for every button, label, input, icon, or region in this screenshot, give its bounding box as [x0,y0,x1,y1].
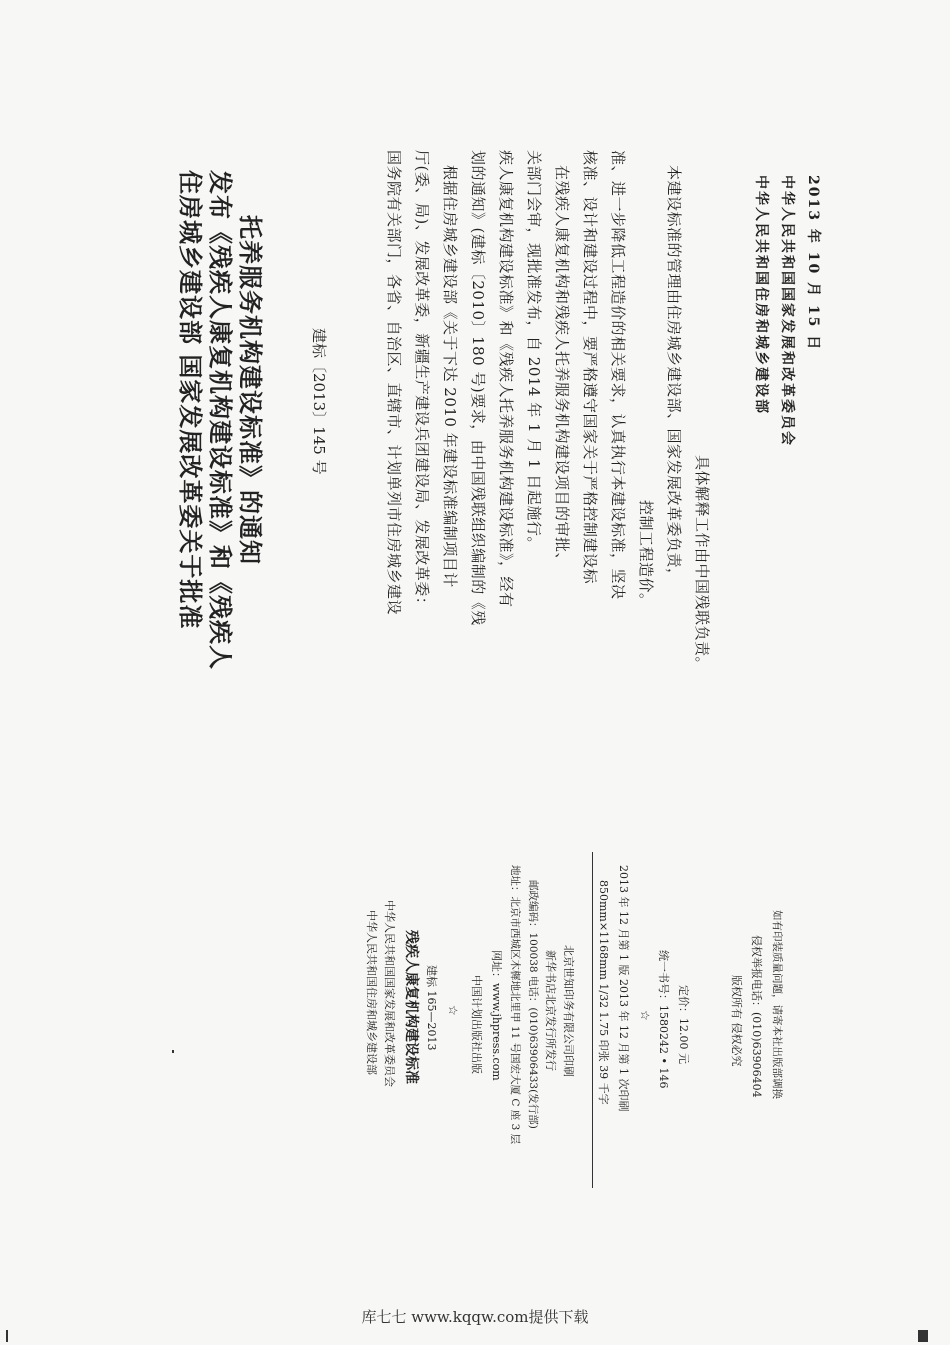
colophon-isbn: 统一书号：1580242 • 146 [657,950,670,1089]
star-ornament: ☆ [638,1010,652,1021]
notice-title-line-2: 发布《残疾人康复机构建设标准》和《残疾人 [206,170,235,670]
download-source-footer: 库七七 www.kqqw.com提供下载 [361,1308,589,1326]
notice-body-line: 厅(委、局)、发展改革委，新疆生产建设兵团建设局、发展改革委： [413,150,431,613]
notice-body-line: 疾人康复机构建设标准》和《残疾人托养服务机构建设标准》，经有 [497,150,515,608]
notice-body-line: 关部门会审，现批准发布，自 2014 年 1 月 1 日起施行。 [525,150,543,552]
colophon-report-phone: 侵权举报电话：(010)63906404 [750,935,763,1098]
notice-body-line: 划的通知》(建标〔2010〕180 号)要求，由中国残联组织编制的《残 [469,150,487,626]
colophon-edition: 2013 年 12 月第 1 版 2013 年 12 月第 1 次印刷 [617,865,630,1112]
notice-body-line: 控制工程造价。 [637,500,655,609]
colophon-price: 定价：12.00 元 [677,985,690,1064]
scan-speck [6,1330,8,1342]
signature-ministry-2: 中华人民共和国国家发展和改革委员会 [779,175,795,447]
colophon-distributor: 新华书店北京发行所发行 [544,950,557,1071]
scan-speck [918,1330,928,1342]
star-ornament: ☆ [446,1005,460,1016]
colophon-divider [592,852,593,1188]
notice-body-line: 根据住房城乡建设部《关于下达 2010 年建设标准编制项目计 [441,165,459,588]
scan-speck [172,1050,174,1053]
notice-body-line: 具体解释工作由中国残联负责。 [693,455,711,673]
colophon-format: 850mm×1168mm 1/32 1.75 印张 39 千字 [597,880,610,1105]
colophon-printer: 北京世知印务有限公司印刷 [562,945,575,1077]
notice-body-line: 国务院有关部门，各省、自治区、直辖市、计划单列市住房城乡建设 [385,150,403,616]
colophon-book-title: 残疾人康复机构建设标准 [403,930,419,1084]
colophon-press: 中国计划出版社出版 [470,975,483,1074]
colophon-publisher-2: 中华人民共和国国家发展和改革委员会 [383,900,396,1087]
colophon-address: 地址：北京市西城区木樨地北里甲 11 号国宏大厦 C 座 3 层 [509,865,521,1145]
colophon-website: 网址：www.jhpress.com [490,950,503,1081]
colophon-copyright: 版权所有 侵权必究 [730,975,743,1067]
signature-ministry-1: 中华人民共和国住房和城乡建设部 [753,175,769,415]
notice-body-line: 在残疾人康复机构和残疾人托养服务机构建设项目的审批、 [553,165,571,569]
colophon-quality-note: 如有印装质量问题，请寄本社出版部调换 [771,910,783,1099]
notice-body-line: 核准、设计和建设过程中，要严格遵守国家关于严格控制建设标 [581,150,599,585]
notice-doc-number: 建标〔2013〕145 号 [310,328,328,475]
colophon-book-code: 建标 165—2013 [425,965,438,1051]
notice-body-line: 本建设标准的管理由住房城乡建设部、国家发展改革委负责， [665,165,683,584]
signature-date: 2013 年 10 月 15 日 [805,175,821,352]
notice-title-line-1: 住房城乡建设部 国家发展改革委关于批准 [176,170,205,630]
notice-body-line: 准、进一步降低工程造价的相关要求，认真执行本建设标准，坚决 [609,150,627,600]
colophon-publisher-1: 中华人民共和国住房和城乡建设部 [365,910,378,1075]
colophon-postcode-phone: 邮政编码：100038 电话：(010)63906433(发行部) [527,880,539,1129]
notice-title-line-3: 托养服务机构建设标准》的通知 [236,215,265,565]
